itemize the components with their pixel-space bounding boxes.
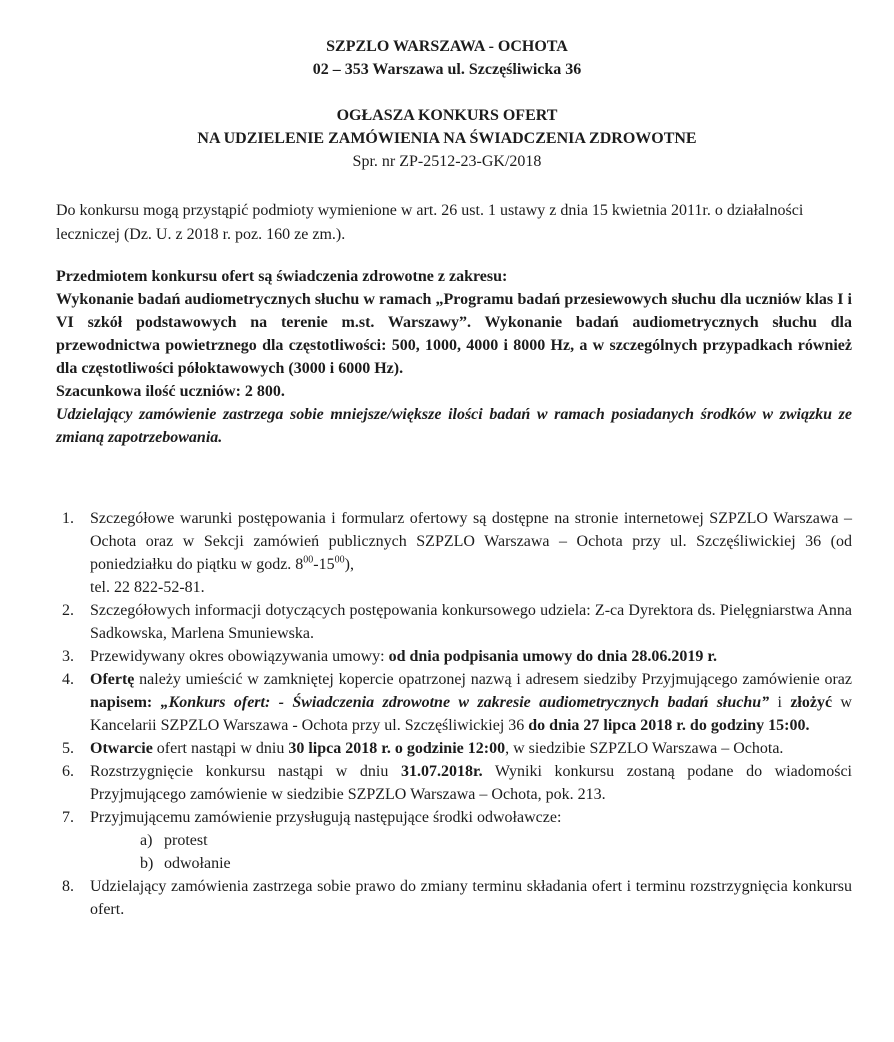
- list-number: 2.: [62, 602, 74, 619]
- item-text: Ofertę: [90, 671, 135, 688]
- item-text: Otwarcie: [90, 740, 153, 757]
- organization-address: 02 – 353 Warszawa ul. Szczęśliwicka 36: [312, 61, 582, 78]
- item-text: -15: [313, 556, 335, 573]
- list-number: 8.: [62, 878, 74, 895]
- list-item-3: [56, 645, 852, 668]
- subject-body: Wykonanie badań audiometrycznych słuchu w ramach „Programu badań przesiewowych słuchu dla uczniów klas I i VI szkół podstawowych na terenie m.st. Warszawy”. Wykonanie badań audiometrycznych słuchu dla przewodnictwa powietrznego dla częstotliwości: 500, 1000, 4000 i 8000 Hz, a w szczególnych przypadkach również dla częstotliwości półoktawowych (3000 i 6000 Hz).: [56, 291, 852, 377]
- item-text: Przyjmującemu zamówienie przysługują następujące środki odwoławcze:: [90, 809, 562, 826]
- appeal-options: [90, 829, 852, 875]
- student-count: Szacunkowa ilość uczniów: 2 800.: [56, 383, 285, 400]
- item-text: ),: [344, 556, 354, 573]
- list-item-5: [56, 737, 852, 760]
- item-text: , w siedzibie SZPZLO Warszawa – Ochota.: [505, 740, 784, 757]
- item-text: Przewidywany okres obowiązywania umowy:: [90, 648, 389, 665]
- hour-superscript: 00: [334, 554, 345, 566]
- item-text: należy umieścić w zamkniętej kopercie opatrzonej nazwą i adresem siedziby Przyjmującego zamówienie oraz: [134, 671, 852, 688]
- item-text: Rozstrzygnięcie konkursu nastąpi w dniu: [90, 763, 401, 780]
- subject-section: [56, 265, 852, 449]
- list-item-6: [56, 760, 852, 806]
- announcement-title-line1: OGŁASZA KONKURS OFERT: [336, 107, 558, 124]
- item-text: Udzielający zamówienia zastrzega sobie prawo do zmiany terminu składania ofert i terminu rozstrzygnięcia konkursu ofert.: [90, 878, 852, 918]
- reserve-clause: Udzielający zamówienie zastrzega sobie mniejsze/większe ilości badań w ramach posiadanych środków w związku ze zmianą zapotrzebowania.: [56, 406, 852, 446]
- list-number: 4.: [62, 671, 74, 688]
- item-text: w Kancelarii SZPZLO Warszawa - Ochota przy ul. Szczęśliwickiej 36: [90, 694, 852, 734]
- header-block: [0, 35, 894, 81]
- sub-item-a: a) protest: [140, 832, 208, 849]
- list-item-1: [56, 507, 852, 599]
- announcement-title-block: [0, 104, 894, 173]
- subject-heading: Przedmiotem konkursu ofert są świadczenia zdrowotne z zakresu:: [56, 268, 508, 285]
- envelope-label: „Konkurs ofert: - Świadczenia zdrowotne w zakresie audiometrycznych badań słuchu”: [152, 694, 770, 711]
- list-number: 5.: [62, 740, 74, 757]
- list-item-7: [56, 806, 852, 875]
- announcement-title-line2: NA UDZIELENIE ZAMÓWIENIA NA ŚWIADCZENIA ZDROWOTNE: [197, 130, 697, 147]
- list-number: 6.: [62, 763, 74, 780]
- sub-item-b: b) odwołanie: [140, 855, 231, 872]
- item-text: złożyć: [790, 694, 833, 711]
- item-text: Wyniki konkursu zostaną podane do wiadomości Przyjmującego zamówienie w siedzibie SZPZLO Warszawa – Ochota, pok. 213.: [90, 763, 852, 803]
- organization-name: SZPZLO WARSZAWA - OCHOTA: [326, 38, 568, 55]
- intro-paragraph: Do konkursu mogą przystąpić podmioty wymienione w art. 26 ust. 1 ustawy z dnia 15 kwietnia 2011r. o działalności leczniczej (Dz. U. z 2018 r. poz. 160 ze zm.).: [56, 202, 804, 243]
- item-text: i: [769, 694, 791, 711]
- list-number: 3.: [62, 648, 74, 665]
- list-item-2: [56, 599, 852, 645]
- list-item-8: [56, 875, 852, 921]
- hour-superscript: 00: [303, 554, 314, 566]
- item-text: napisem:: [90, 694, 153, 711]
- item-text: Szczegółowe warunki postępowania i formularz ofertowy są dostępne na stronie internetowej SZPZLO Warszawa – Ochota oraz w Sekcji zamówień publicznych SZPZLO Warszawa – Ochota przy ul. Szczęśliwickiej 36 (od poniedziałku do piątku w godz. 8: [90, 510, 852, 573]
- list-number: 1.: [62, 510, 74, 527]
- phone-number: tel. 22 822-52-81.: [90, 579, 205, 596]
- opening-date: 30 lipca 2018 r. o godzinie 12:00: [288, 740, 506, 757]
- item-text: Szczegółowych informacji dotyczących postępowania konkursowego udziela: Z-ca Dyrektora ds. Pielęgniarstwa Anna Sadkowska, Marlena Smuniewska.: [90, 602, 852, 642]
- item-text: ofert nastąpi w dniu: [152, 740, 289, 757]
- list-number: 7.: [62, 809, 74, 826]
- resolution-date: 31.07.2018r.: [400, 763, 483, 780]
- submission-deadline: do dnia 27 lipca 2018 r. do godziny 15:00.: [528, 717, 810, 734]
- conditions-list: [56, 507, 852, 921]
- contract-period: od dnia podpisania umowy do dnia 28.06.2019 r.: [388, 648, 717, 665]
- list-item-4: [56, 668, 852, 737]
- reference-number: Spr. nr ZP-2512-23-GK/2018: [352, 153, 542, 170]
